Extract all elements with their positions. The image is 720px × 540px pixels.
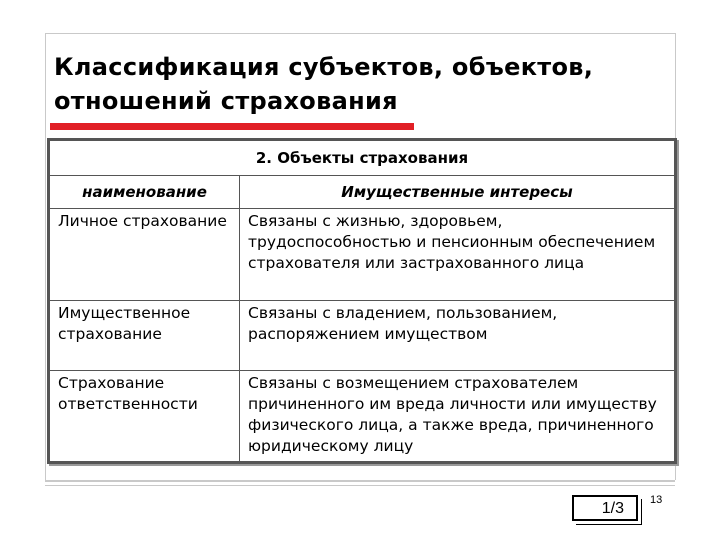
frame-line	[45, 480, 675, 481]
slide-number: 13	[650, 494, 663, 506]
title-accent-bar	[50, 123, 414, 130]
row-description: Связаны с возмещением страхователем причиненного им вреда личности или имуществу физического лица, а также вреда, причиненного юридическому лицу	[240, 371, 675, 462]
page-indicator: 1/3	[572, 495, 638, 521]
column-header-interests: Имущественные интересы	[240, 176, 675, 209]
row-name: Личное страхование	[50, 209, 240, 301]
column-header-name: наименование	[50, 176, 240, 209]
title-line-2: отношений страхования	[54, 87, 398, 115]
slide-title	[54, 50, 674, 118]
title-line-1: Классификация субъектов, объектов,	[54, 53, 594, 81]
objects-table	[47, 138, 677, 464]
frame-line	[45, 33, 46, 480]
table-row	[50, 371, 675, 462]
table-row	[50, 301, 675, 371]
row-name: Страхование ответственности	[50, 371, 240, 462]
row-description: Связаны с жизнью, здоровьем, трудоспособностью и пенсионным обеспечением страхователя или застрахованного лица	[240, 209, 675, 301]
row-name: Имущественное страхование	[50, 301, 240, 371]
row-description: Связаны с владением, пользованием, распоряжением имуществом	[240, 301, 675, 371]
frame-line	[45, 485, 675, 486]
table-row	[50, 209, 675, 301]
table-caption: 2. Объекты страхования	[50, 141, 675, 176]
